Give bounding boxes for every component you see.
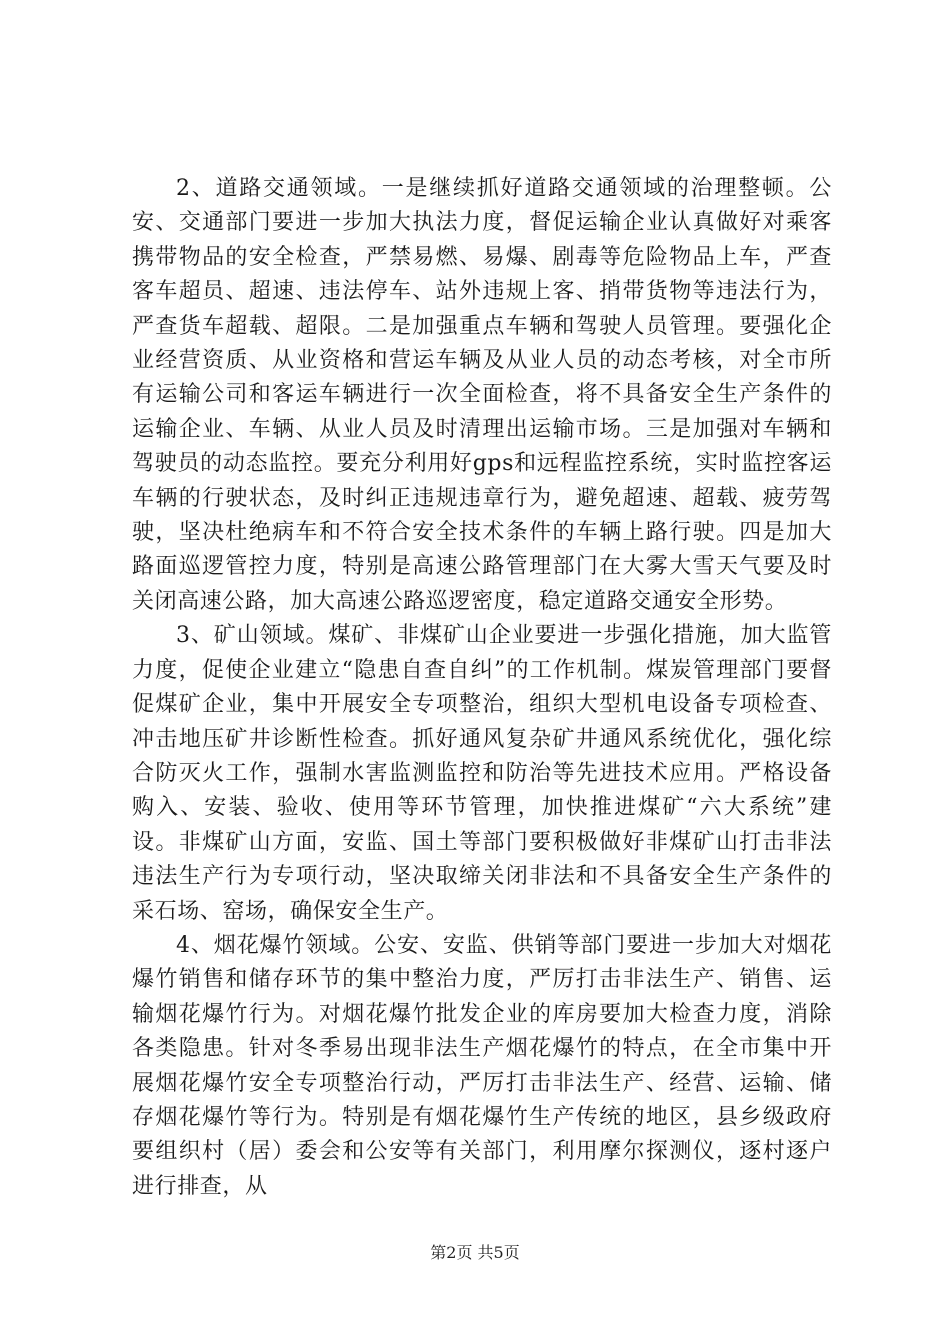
page-number-footer: 第2页 共5页 — [430, 1243, 520, 1262]
document-body — [132, 172, 832, 1204]
paragraph-fireworks: 4、烟花爆竹领域。公安、安监、供销等部门要进一步加大对烟花爆竹销售和储存环节的集中整治力度，严厉打击非法生产、销售、运输烟花爆竹行为。对烟花爆竹批发企业的库房要加大检查力度，消除各类隐患。针对冬季易出现非法生产烟花爆竹的特点，在全市集中开展烟花爆竹安全专项整治行动，严厉打击非法生产、经营、运输、储存烟花爆竹等行为。特别是有烟花爆竹生产传统的地区，县乡级政府要组织村（居）委会和公安等有关部门，利用摩尔探测仪，逐村逐户进行排查，从 — [132, 932, 832, 1199]
paragraph-road-traffic: 2、道路交通领域。一是继续抓好道路交通领域的治理整顿。公安、交通部门要进一步加大执法力度，督促运输企业认真做好对乘客携带物品的安全检查，严禁易燃、易爆、剧毒等危险物品上车，严查客车超员、超速、违法停车、站外违规上客、捎带货物等违法行为，严查货车超载、超限。二是加强重点车辆和驾驶人员管理。要强化企业经营资质、从业资格和营运车辆及从业人员的动态考核，对全市所有运输公司和客运车辆进行一次全面检查，将不具备安全生产条件的运输企业、车辆、从业人员及时清理出运输市场。三是加强对车辆和驾驶员的动态监控。要充分利用好gps和远程监控系统，实时监控客运车辆的行驶状态，及时纠正违规违章行为，避免超速、超载、疲劳驾驶，坚决杜绝病车和不符合安全技术条件的车辆上路行驶。四是加大路面巡逻管控力度，特别是高速公路管理部门在大雾大雪天气要及时关闭高速公路，加大高速公路巡逻密度，稳定道路交通安全形势。 — [132, 176, 832, 614]
paragraph-mining: 3、矿山领域。煤矿、非煤矿山企业要进一步强化措施，加大监管力度，促使企业建立“隐患自查自纠”的工作机制。煤炭管理部门要督促煤矿企业，集中开展安全专项整治，组织大型机电设备专项检查、冲击地压矿井诊断性检查。抓好通风复杂矿井通风系统优化，强化综合防灭火工作，强制水害监测监控和防治等先进技术应用。严格设备购入、安装、验收、使用等环节管理，加快推进煤矿“六大系统”建设。非煤矿山方面，安监、国土等部门要积极做好非煤矿山打击非法违法生产行为专项行动，坚决取缔关闭非法和不具备安全生产条件的采石场、窑场，确保安全生产。 — [132, 623, 832, 924]
